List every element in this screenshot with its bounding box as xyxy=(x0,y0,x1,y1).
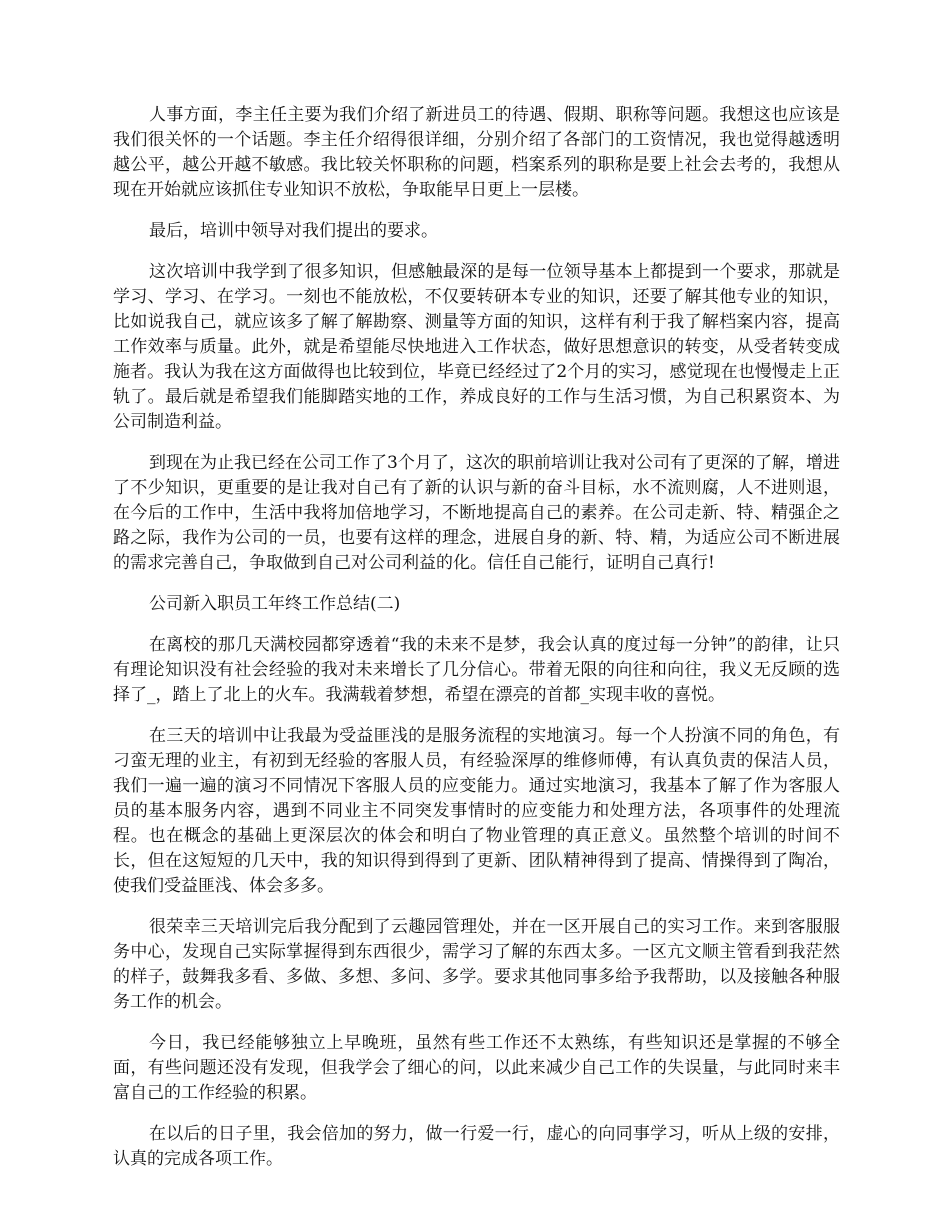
document-page xyxy=(113,103,840,1188)
paragraph-service-drill: 在三天的培训中让我最为受益匪浅的是服务流程的实地演习。每一个人扮演不同的角色，有刁蛮无理的业主，有初到无经验的客服人员，有经验深厚的维修师傅，有认真负责的保洁人员，我们一遍一遍的演习不同情况下客服人员的应变能力。通过实地演习，我基本了解了作为客服人员的基本服务内容，遇到不同业主不同突发事情时的应变能力和处理方法，各项事件的处理流程。也在概念的基础上更深层次的体会和明白了物业管理的真正意义。虽然整个培训的时间不长，但在这短短的几天中，我的知识得到得到了更新、团队精神得到了提高、情操得到了陶冶，使我们受益匪浅、体会多多。 xyxy=(113,726,840,896)
paragraph-personnel: 人事方面，李主任主要为我们介绍了新进员工的待遇、假期、职称等问题。我想这也应该是我们很关怀的一个话题。李主任介绍得很详细，分别介绍了各部门的工资情况，我也觉得越透明越公平，越公开越不敏感。我比较关怀职称的问题，档案系列的职称是要上社会去考的，我想从现在开始就应该抓住专业知识不放松，争取能早日更上一层楼。 xyxy=(113,105,840,200)
paragraph-future: 在以后的日子里，我会倍加的努力，做一行爱一行，虚心的向同事学习，听从上级的安排，认真的完成各项工作。 xyxy=(113,1124,840,1169)
paragraph-requirements-intro: 最后，培训中领导对我们提出的要求。 xyxy=(149,221,438,241)
paragraph-today: 今日，我已经能够独立上早晚班，虽然有些工作还不太熟练，有些知识还是掌握的不够全面，有些问题还没有发现，但我学会了细心的问，以此来减少自己工作的失误量，与此同时来丰富自己的工作经验的积累。 xyxy=(113,1033,840,1103)
paragraph-three-months: 到现在为止我已经在公司工作了3个月了，这次的职前培训让我对公司有了更深的了解，增进了不少知识，更重要的是让我对自己有了新的认识与新的奋斗目标，水不流则腐，人不进则退，在今后的工作中，生活中我将加倍地学习，不断地提高自己的素养。在公司走新、特、精强企之路之际，我作为公司的一员，也要有这样的理念，进展自身的新、特、精，为适应公司不断进展的需求完善自己，争取做到自己对公司利益的化。信任自己能行，证明自己真行! xyxy=(113,453,840,573)
section-heading: 公司新入职员工年终工作总结(二) xyxy=(149,594,401,614)
paragraph-leaving-school: 在离校的那几天满校园都穿透着“我的未来不是梦，我会认真的度过每一分钟”的韵律，让只有理论知识没有社会经验的我对未来增长了几分信心。带着无限的向往和向往，我义无反顾的选择了_，踏上了北上的火车。我满载着梦想，希望在漂亮的首都_实现丰收的喜悦。 xyxy=(113,635,840,705)
paragraph-assignment: 很荣幸三天培训完后我分配到了云趣园管理处，并在一区开展自己的实习工作。来到客服服务中心，发现自己实际掌握得到东西很少，需学习了解的东西太多。一区亢文顺主管看到我茫然的样子，鼓舞我多看、多做、多想、多问、多学。要求其他同事多给予我帮助，以及接触各种服务工作的机会。 xyxy=(113,917,840,1012)
paragraph-training-learning: 这次培训中我学到了很多知识，但感触最深的是每一位领导基本上都提到一个要求，那就是学习、学习、在学习。一刻也不能放松，不仅要转研本专业的知识，还要了解其他专业的知识，比如说我自己，就应该多了解了解勘察、测量等方面的知识，这样有利于我了解档案内容，提高工作效率与质量。此外，就是希望能尽快地进入工作状态，做好思想意识的转变，从受者转变成施者。我认为我在这方面做得也比较到位，毕竟已经经过了2个月的实习，感觉现在也慢慢走上正轨了。最后就是希望我们能脚踏实地的工作，养成良好的工作与生活习惯，为自己积累资本、为公司制造利益。 xyxy=(113,262,840,432)
